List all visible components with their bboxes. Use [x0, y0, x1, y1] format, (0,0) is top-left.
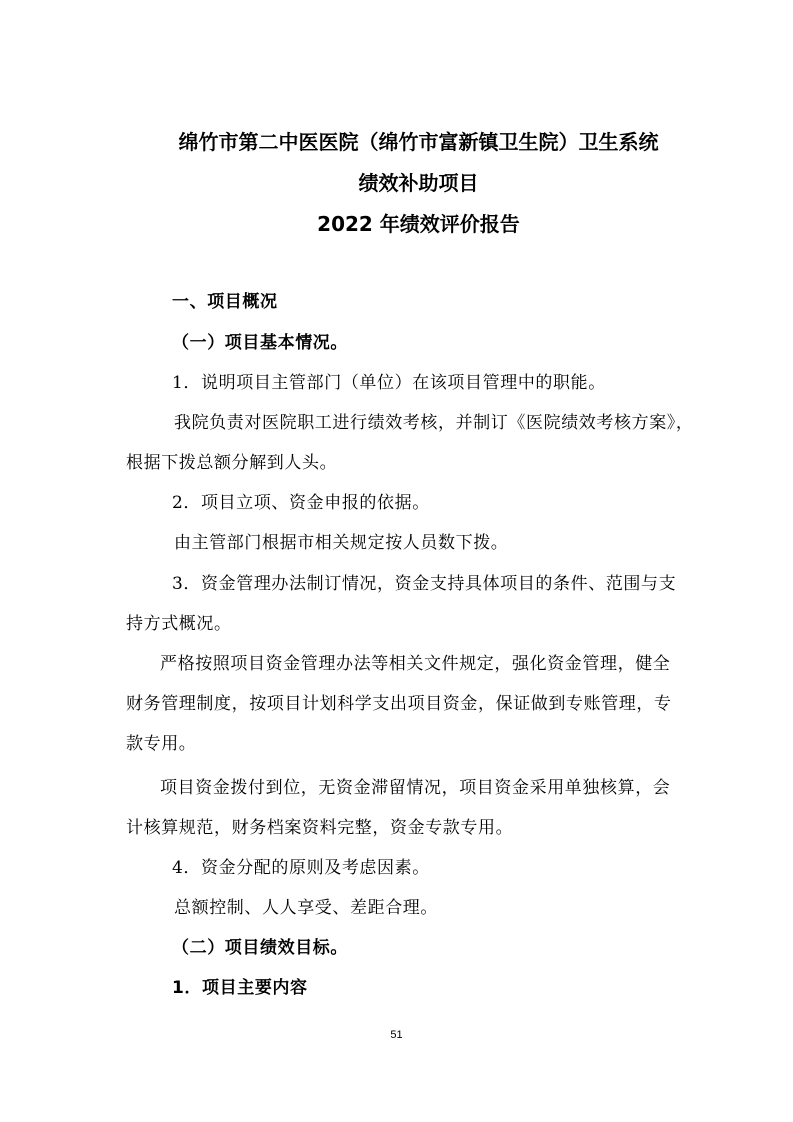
section-heading-project-overview: 一、项目概况: [172, 292, 278, 312]
report-title-line-1: 绵竹市第二中医医院（绵竹市富新镇卫生院）卫生系统: [178, 130, 659, 154]
item-2-body: 由主管部门根据市相关规定按人员数下拨。: [174, 533, 509, 553]
subsection-heading-performance-goals: （二）项目绩效目标。: [172, 938, 348, 958]
item-3-body-2-line-1: 项目资金拨付到位，无资金滞留情况，项目资金采用单独核算，会: [160, 778, 671, 798]
subsection-heading-basic-info: （一）项目基本情况。: [172, 333, 348, 353]
item-1-heading: 1．说明项目主管部门（单位）在该项目管理中的职能。: [172, 373, 606, 393]
report-title-line-3: 2022 年绩效评价报告: [317, 212, 520, 236]
page-number: 51: [390, 1029, 403, 1041]
sub2-item-1-heading: 1．项目主要内容: [172, 978, 308, 998]
item-3-heading-line-2: 持方式概况。: [126, 614, 232, 634]
item-3-body-2-line-2: 计核算规范，财务档案资料完整，资金专款专用。: [126, 818, 514, 838]
item-4-heading: 4．资金分配的原则及考虑因素。: [172, 858, 430, 878]
item-3-body-1-line-1: 严格按照项目资金管理办法等相关文件规定，强化资金管理，健全: [160, 654, 671, 674]
item-1-body-line-2: 根据下拨总额分解到人头。: [126, 453, 338, 473]
item-3-body-1-line-3: 款专用。: [126, 734, 197, 754]
report-title-line-2: 绩效补助项目: [358, 171, 479, 195]
item-4-body: 总额控制、人人享受、差距合理。: [174, 898, 438, 918]
item-3-body-1-line-2: 财务管理制度，按项目计划科学支出项目资金，保证做到专账管理，专: [126, 694, 672, 714]
item-1-body-line-1: 我院负责对医院职工进行绩效考核，并制订《医院绩效考核方案》，: [174, 413, 694, 433]
item-2-heading: 2．项目立项、资金申报的依据。: [172, 493, 430, 513]
item-3-heading-line-1: 3．资金管理办法制订情况，资金支持具体项目的条件、范围与支: [172, 574, 677, 594]
